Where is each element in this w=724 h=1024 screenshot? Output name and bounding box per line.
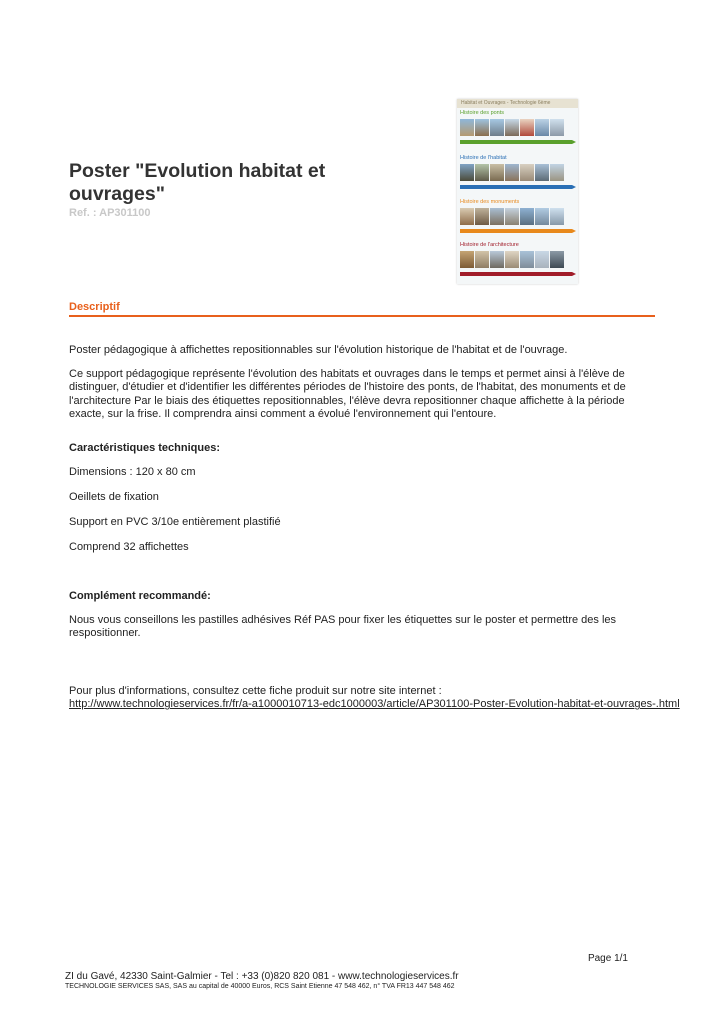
description-paragraph: Ce support pédagogique représente l'évolution des habitats et ouvrages dans le temps et permet ainsi à l'élève de distinguer, d'étudier et d'identifier les différentes périodes de l'histoire des ponts, de l'habitat, des monuments et de l'architecture Par le biais des étiquettes repositionnables, l'élève devra repositionner chaque affichette à la période exacte, sur la frise. Il comprendra ainsi comment a évolué l'environnement qui l'entoure. xyxy=(69,368,626,421)
poster-section-label: Histoire des ponts xyxy=(460,110,505,116)
poster-thumbnail-header: Habitat et Ouvrages - Technologie 6ème xyxy=(457,99,578,108)
poster-photo xyxy=(520,164,534,181)
poster-timeline-arrow xyxy=(572,272,576,276)
poster-photo xyxy=(490,251,504,268)
section-divider xyxy=(69,315,655,317)
poster-timeline-band xyxy=(460,229,572,233)
poster-photo xyxy=(490,164,504,181)
poster-photo xyxy=(520,251,534,268)
poster-photo xyxy=(535,164,549,181)
poster-photo xyxy=(460,164,474,181)
poster-section-label: Histoire de l'architecture xyxy=(460,242,519,248)
poster-photo xyxy=(460,119,474,136)
product-title: Poster "Evolution habitat et ouvrages" xyxy=(69,160,326,205)
descriptif-heading: Descriptif xyxy=(69,301,120,313)
poster-photo xyxy=(520,119,534,136)
poster-photo xyxy=(475,164,489,181)
product-reference: Ref. : AP301100 xyxy=(69,207,151,219)
intro-text: Poster pédagogique à affichettes repositionnables sur l'évolution historique de l'habitat et de l'ouvrage. xyxy=(69,344,568,356)
poster-photo xyxy=(505,119,519,136)
poster-photo xyxy=(535,119,549,136)
poster-photo xyxy=(475,119,489,136)
characteristic-item: Comprend 32 affichettes xyxy=(69,541,189,553)
product-page-link[interactable]: http://www.technologieservices.fr/fr/a-a1000010713-edc1000003/article/AP301100-Poster-Evolution-habitat-et-ouvrages-.html xyxy=(69,698,680,711)
more-info-text xyxy=(69,685,709,712)
page-number: Page 1/1 xyxy=(587,953,628,964)
poster-photo xyxy=(535,251,549,268)
more-info-label: Pour plus d'informations, consultez cette fiche produit sur notre site internet : xyxy=(69,685,442,697)
complement-text: Nous vous conseillons les pastilles adhésives Réf PAS pour fixer les étiquettes sur le poster et permettre des les respositionner. xyxy=(69,614,617,640)
poster-photo xyxy=(490,119,504,136)
poster-photo xyxy=(460,208,474,225)
characteristic-item: Dimensions : 120 x 80 cm xyxy=(69,466,196,478)
poster-photo-row xyxy=(460,119,564,136)
characteristic-item: Support en PVC 3/10e entièrement plastifié xyxy=(69,516,281,528)
poster-photo-row xyxy=(460,164,564,181)
poster-photo xyxy=(505,251,519,268)
poster-photo xyxy=(475,251,489,268)
poster-thumbnail-image xyxy=(457,99,578,284)
poster-section-label: Histoire des monuments xyxy=(460,199,520,205)
poster-timeline-band xyxy=(460,272,572,276)
poster-timeline-band xyxy=(460,185,572,189)
poster-photo xyxy=(505,164,519,181)
poster-photo-row xyxy=(460,208,564,225)
poster-photo xyxy=(550,119,564,136)
poster-photo xyxy=(535,208,549,225)
poster-timeline-arrow xyxy=(572,140,576,144)
characteristic-item: Oeillets de fixation xyxy=(69,491,159,503)
poster-timeline-band xyxy=(460,140,572,144)
poster-photo xyxy=(490,208,504,225)
poster-section-label: Histoire de l'habitat xyxy=(460,155,507,161)
poster-timeline-arrow xyxy=(572,229,576,233)
characteristics-heading: Caractéristiques techniques: xyxy=(69,442,220,454)
poster-photo xyxy=(460,251,474,268)
poster-photo xyxy=(475,208,489,225)
poster-photo xyxy=(520,208,534,225)
complement-heading: Complément recommandé: xyxy=(69,590,211,602)
poster-photo xyxy=(505,208,519,225)
poster-photo xyxy=(550,208,564,225)
poster-photo-row xyxy=(460,251,564,268)
poster-timeline-arrow xyxy=(572,185,576,189)
poster-photo xyxy=(550,251,564,268)
footer-legal: TECHNOLOGIE SERVICES SAS, SAS au capital de 40000 Euros, RCS Saint Etienne 47 548 462, n° TVA FR13 447 548 462 xyxy=(65,983,455,990)
footer-address: ZI du Gavé, 42330 Saint-Galmier - Tel : +33 (0)820 820 081 - www.technologieservices.fr xyxy=(65,971,459,982)
poster-photo xyxy=(550,164,564,181)
